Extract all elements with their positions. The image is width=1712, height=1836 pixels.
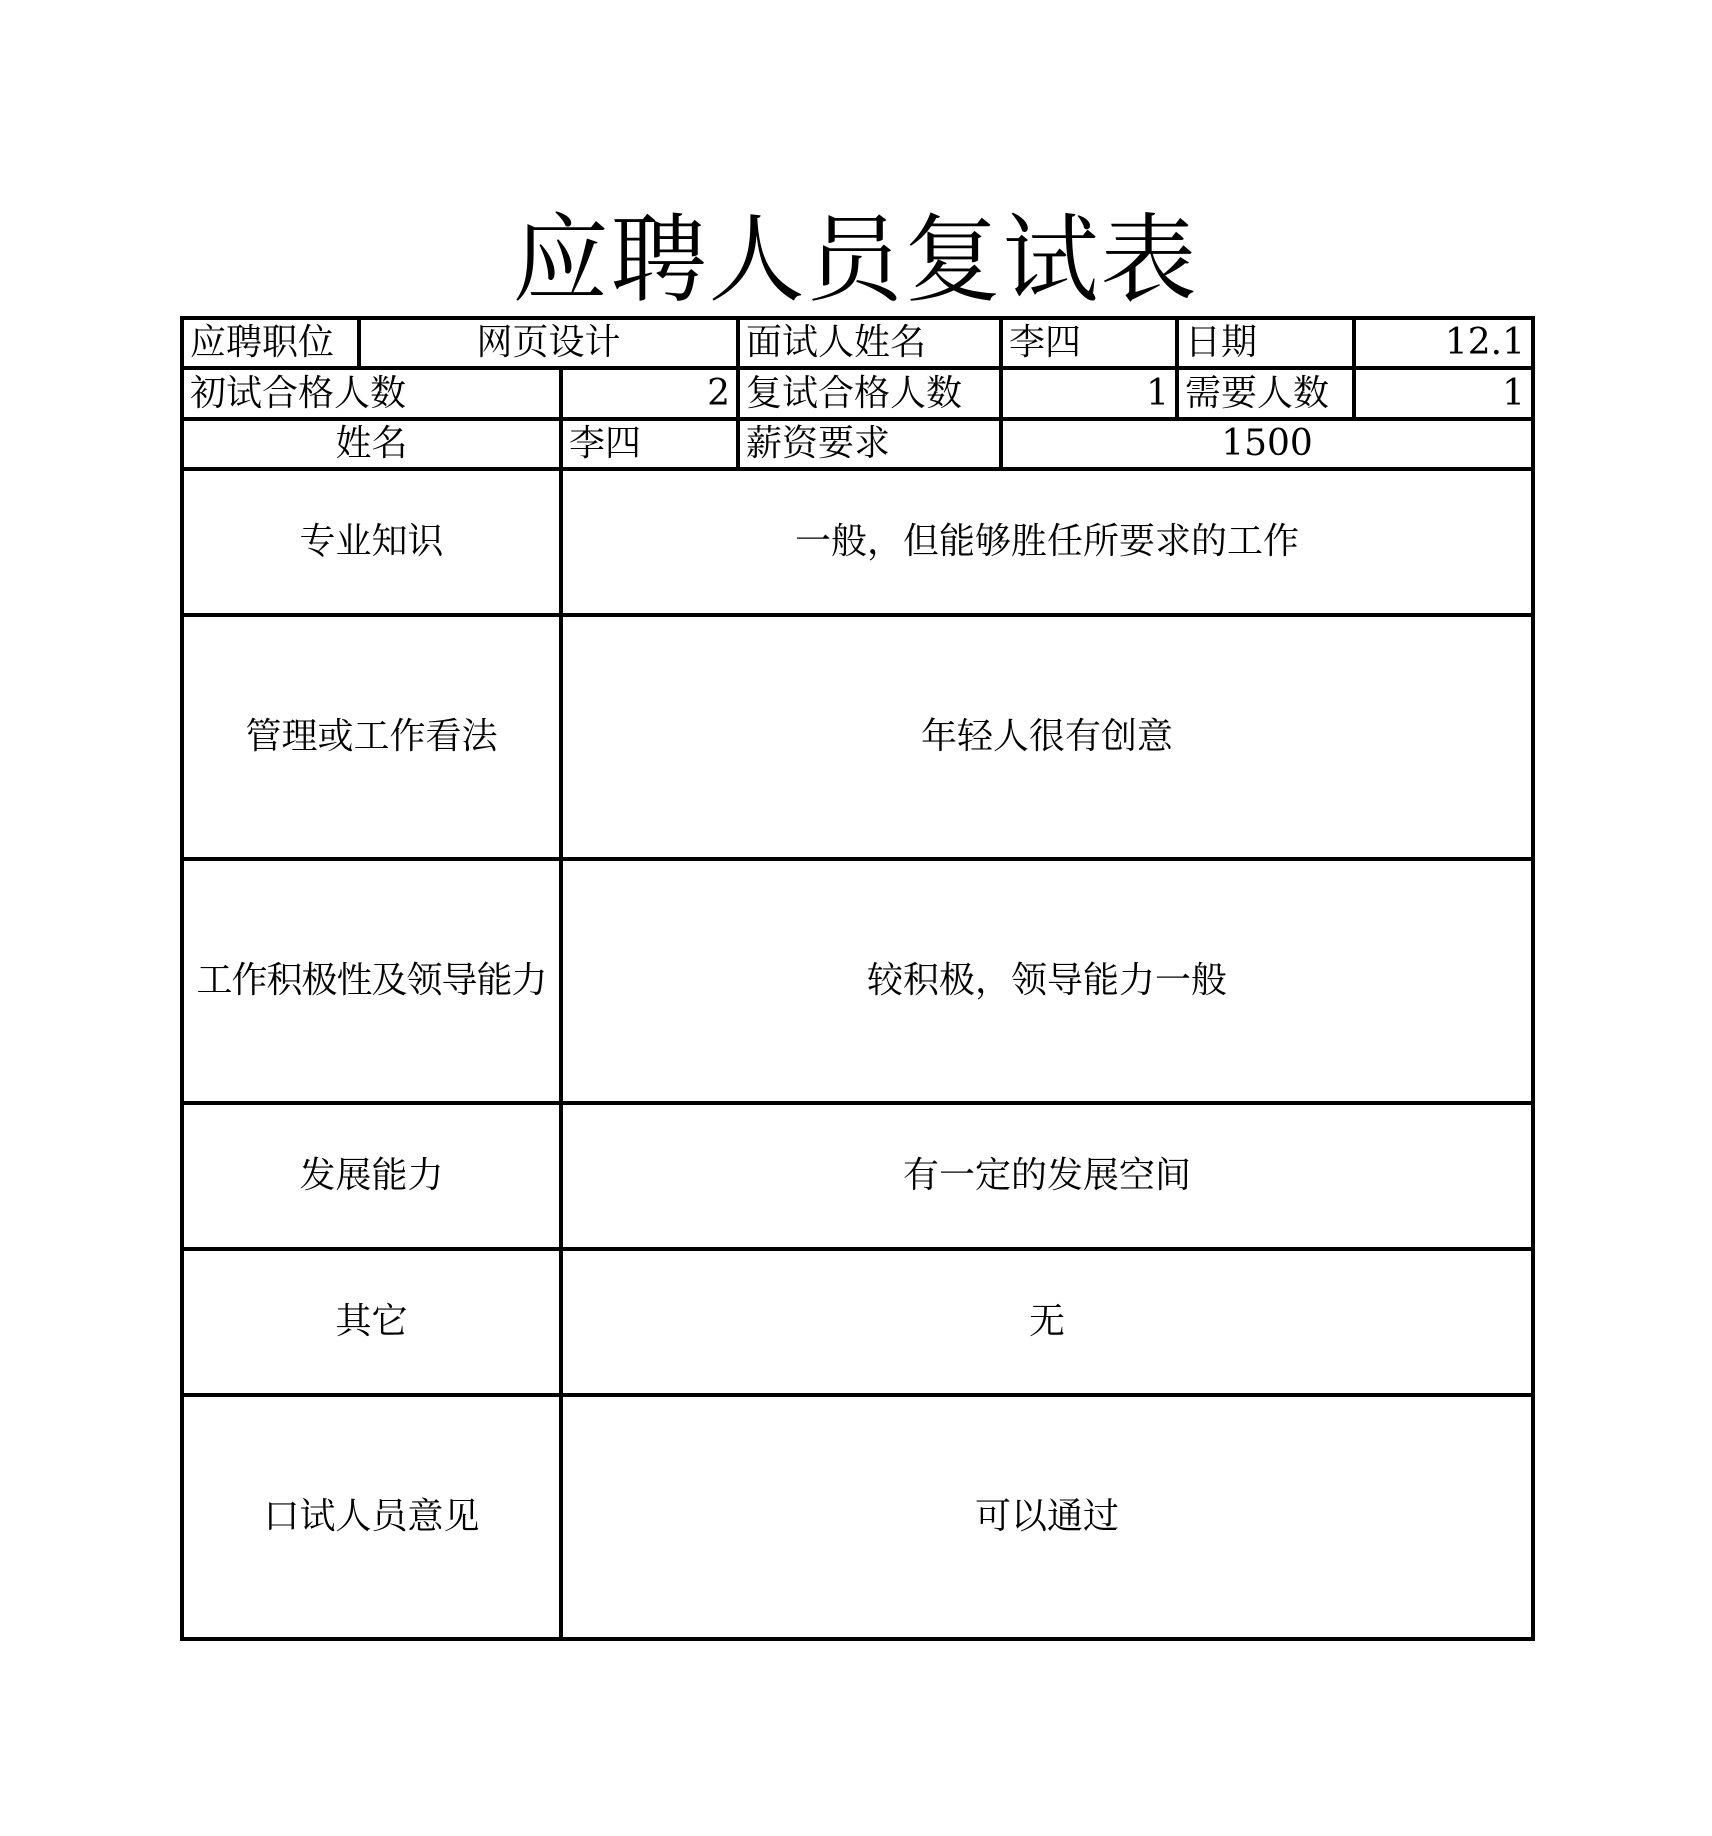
second-pass-value[interactable]: 1: [1001, 368, 1177, 418]
first-pass-label: 初试合格人数: [182, 368, 561, 418]
eval-value[interactable]: 可以通过: [561, 1395, 1533, 1639]
salary-value[interactable]: 1500: [1001, 419, 1533, 469]
eval-row-interviewer-opinion: [182, 1395, 1533, 1639]
eval-row-professional-knowledge: [182, 469, 1533, 615]
eval-label: 专业知识: [182, 469, 561, 615]
eval-label: 工作积极性及领导能力: [182, 859, 561, 1103]
form-row-name: [182, 419, 1533, 469]
first-pass-value[interactable]: 2: [561, 368, 738, 418]
eval-row-development: [182, 1103, 1533, 1249]
name-value[interactable]: 李四: [561, 419, 738, 469]
eval-label: 发展能力: [182, 1103, 561, 1249]
form-row-counts: [182, 368, 1533, 418]
eval-row-management-view: [182, 615, 1533, 859]
position-value[interactable]: 网页设计: [359, 318, 738, 368]
name-label: 姓名: [182, 419, 561, 469]
position-label: 应聘职位: [182, 318, 359, 368]
salary-label: 薪资要求: [738, 419, 1001, 469]
page-title: 应聘人员复试表: [512, 204, 1199, 316]
second-pass-label: 复试合格人数: [738, 368, 1001, 418]
needed-label: 需要人数: [1177, 368, 1354, 418]
eval-label: 其它: [182, 1249, 561, 1395]
date-label: 日期: [1177, 318, 1354, 368]
eval-label: 管理或工作看法: [182, 615, 561, 859]
interviewer-label: 面试人姓名: [738, 318, 1001, 368]
eval-label: 口试人员意见: [182, 1395, 561, 1639]
needed-value[interactable]: 1: [1354, 368, 1533, 418]
eval-row-initiative-leadership: [182, 859, 1533, 1103]
date-value[interactable]: 12.1: [1354, 318, 1533, 368]
eval-value[interactable]: 较积极，领导能力一般: [561, 859, 1533, 1103]
interviewer-value[interactable]: 李四: [1001, 318, 1177, 368]
eval-row-other: [182, 1249, 1533, 1395]
eval-value[interactable]: 年轻人很有创意: [561, 615, 1533, 859]
eval-value[interactable]: 无: [561, 1249, 1533, 1395]
eval-value[interactable]: 有一定的发展空间: [561, 1103, 1533, 1249]
interview-form-table: [180, 316, 1535, 1641]
eval-value[interactable]: 一般，但能够胜任所要求的工作: [561, 469, 1533, 615]
form-row-position: [182, 318, 1533, 368]
